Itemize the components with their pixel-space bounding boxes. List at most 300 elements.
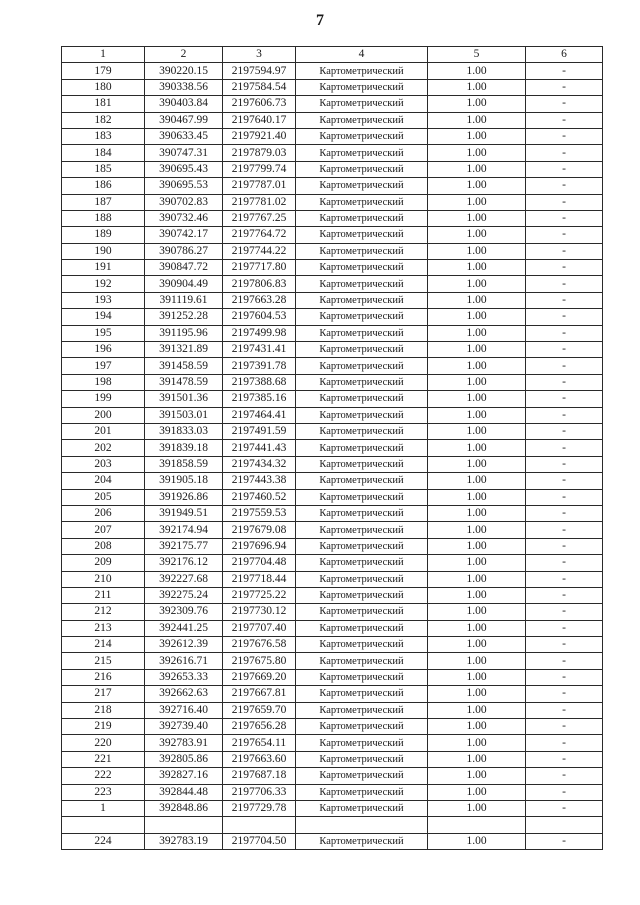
x-coordinate-cell: 391501.36 <box>145 391 223 407</box>
x-coordinate-cell: 392441.25 <box>145 620 223 636</box>
accuracy-cell: 1.00 <box>428 784 526 800</box>
point-number-cell: 217 <box>62 686 145 702</box>
x-coordinate-cell: 392275.24 <box>145 587 223 603</box>
accuracy-cell: 1.00 <box>428 243 526 259</box>
x-coordinate-cell: 391858.59 <box>145 456 223 472</box>
point-number-cell: 213 <box>62 620 145 636</box>
table-row <box>62 325 603 341</box>
table-row <box>62 538 603 554</box>
point-number-cell <box>62 817 145 833</box>
note-cell: - <box>526 800 603 816</box>
point-number-cell: 204 <box>62 473 145 489</box>
accuracy-cell: 1.00 <box>428 227 526 243</box>
table-row <box>62 260 603 276</box>
y-coordinate-cell: 2197388.68 <box>223 374 296 390</box>
method-cell: Картометрический <box>296 768 428 784</box>
y-coordinate-cell: 2197667.81 <box>223 686 296 702</box>
point-number-cell: 183 <box>62 128 145 144</box>
y-coordinate-cell: 2197559.53 <box>223 505 296 521</box>
method-cell: Картометрический <box>296 555 428 571</box>
x-coordinate-cell: 391926.86 <box>145 489 223 505</box>
point-number-cell: 200 <box>62 407 145 423</box>
point-number-cell: 205 <box>62 489 145 505</box>
method-cell: Картометрический <box>296 440 428 456</box>
point-number-cell: 206 <box>62 505 145 521</box>
table-row <box>62 374 603 390</box>
y-coordinate-cell: 2197654.11 <box>223 735 296 751</box>
note-cell: - <box>526 751 603 767</box>
table-row <box>62 800 603 816</box>
point-number-cell: 216 <box>62 669 145 685</box>
y-coordinate-cell: 2197441.43 <box>223 440 296 456</box>
y-coordinate-cell: 2197679.08 <box>223 522 296 538</box>
accuracy-cell: 1.00 <box>428 210 526 226</box>
point-number-cell: 179 <box>62 63 145 79</box>
y-coordinate-cell: 2197921.40 <box>223 128 296 144</box>
note-cell: - <box>526 702 603 718</box>
note-cell: - <box>526 227 603 243</box>
note-cell: - <box>526 243 603 259</box>
point-number-cell: 209 <box>62 555 145 571</box>
y-coordinate-cell: 2197491.59 <box>223 423 296 439</box>
y-coordinate-cell: 2197659.70 <box>223 702 296 718</box>
table-row <box>62 571 603 587</box>
column-header: 2 <box>145 47 223 63</box>
accuracy-cell: 1.00 <box>428 292 526 308</box>
x-coordinate-cell: 392653.33 <box>145 669 223 685</box>
note-cell: - <box>526 407 603 423</box>
method-cell: Картометрический <box>296 423 428 439</box>
method-cell: Картометрический <box>296 325 428 341</box>
note-cell: - <box>526 374 603 390</box>
table-row <box>62 669 603 685</box>
y-coordinate-cell: 2197656.28 <box>223 719 296 735</box>
point-number-cell: 1 <box>62 800 145 816</box>
note-cell: - <box>526 637 603 653</box>
table-row <box>62 440 603 456</box>
accuracy-cell: 1.00 <box>428 358 526 374</box>
accuracy-cell: 1.00 <box>428 194 526 210</box>
note-cell: - <box>526 833 603 849</box>
y-coordinate-cell: 2197744.22 <box>223 243 296 259</box>
table-row <box>62 96 603 112</box>
table-row <box>62 63 603 79</box>
note-cell: - <box>526 96 603 112</box>
y-coordinate-cell: 2197584.54 <box>223 79 296 95</box>
accuracy-cell: 1.00 <box>428 620 526 636</box>
method-cell: Картометрический <box>296 833 428 849</box>
table-row <box>62 637 603 653</box>
point-number-cell: 215 <box>62 653 145 669</box>
y-coordinate-cell: 2197443.38 <box>223 473 296 489</box>
method-cell: Картометрический <box>296 587 428 603</box>
x-coordinate-cell: 390403.84 <box>145 96 223 112</box>
method-cell: Картометрический <box>296 751 428 767</box>
accuracy-cell: 1.00 <box>428 653 526 669</box>
y-coordinate-cell: 2197434.32 <box>223 456 296 472</box>
accuracy-cell: 1.00 <box>428 686 526 702</box>
x-coordinate-cell: 390695.53 <box>145 178 223 194</box>
method-cell: Картометрический <box>296 292 428 308</box>
x-coordinate-cell: 392783.19 <box>145 833 223 849</box>
y-coordinate-cell: 2197879.03 <box>223 145 296 161</box>
method-cell: Картометрический <box>296 63 428 79</box>
point-number-cell: 210 <box>62 571 145 587</box>
method-cell: Картометрический <box>296 669 428 685</box>
accuracy-cell <box>428 817 526 833</box>
method-cell: Картометрический <box>296 342 428 358</box>
table-row <box>62 735 603 751</box>
x-coordinate-cell: 391949.51 <box>145 505 223 521</box>
note-cell: - <box>526 292 603 308</box>
column-header: 4 <box>296 47 428 63</box>
x-coordinate-cell: 392176.12 <box>145 555 223 571</box>
y-coordinate-cell: 2197767.25 <box>223 210 296 226</box>
point-number-cell: 192 <box>62 276 145 292</box>
x-coordinate-cell: 390702.83 <box>145 194 223 210</box>
table-row <box>62 145 603 161</box>
y-coordinate-cell: 2197730.12 <box>223 604 296 620</box>
y-coordinate-cell: 2197460.52 <box>223 489 296 505</box>
x-coordinate-cell: 392783.91 <box>145 735 223 751</box>
note-cell: - <box>526 686 603 702</box>
table-row <box>62 489 603 505</box>
y-coordinate-cell: 2197725.22 <box>223 587 296 603</box>
table-row <box>62 784 603 800</box>
table-row <box>62 751 603 767</box>
table-row <box>62 522 603 538</box>
note-cell: - <box>526 505 603 521</box>
method-cell: Картометрический <box>296 194 428 210</box>
point-number-cell: 212 <box>62 604 145 620</box>
method-cell: Картометрический <box>296 784 428 800</box>
point-number-cell: 208 <box>62 538 145 554</box>
method-cell: Картометрический <box>296 210 428 226</box>
method-cell: Картометрический <box>296 489 428 505</box>
table-row <box>62 161 603 177</box>
accuracy-cell: 1.00 <box>428 79 526 95</box>
table-row <box>62 587 603 603</box>
accuracy-cell: 1.00 <box>428 735 526 751</box>
x-coordinate-cell: 391503.01 <box>145 407 223 423</box>
point-number-cell: 182 <box>62 112 145 128</box>
note-cell: - <box>526 325 603 341</box>
table-row <box>62 79 603 95</box>
table-row <box>62 555 603 571</box>
x-coordinate-cell: 390742.17 <box>145 227 223 243</box>
note-cell: - <box>526 112 603 128</box>
accuracy-cell: 1.00 <box>428 669 526 685</box>
table-row <box>62 194 603 210</box>
method-cell: Картометрический <box>296 604 428 620</box>
point-number-cell: 203 <box>62 456 145 472</box>
point-number-cell: 220 <box>62 735 145 751</box>
note-cell: - <box>526 538 603 554</box>
method-cell: Картометрический <box>296 456 428 472</box>
point-number-cell: 196 <box>62 342 145 358</box>
table-row <box>62 358 603 374</box>
point-number-cell: 218 <box>62 702 145 718</box>
method-cell: Картометрический <box>296 358 428 374</box>
point-number-cell: 193 <box>62 292 145 308</box>
table-row <box>62 719 603 735</box>
x-coordinate-cell: 391119.61 <box>145 292 223 308</box>
note-cell: - <box>526 63 603 79</box>
method-cell: Картометрический <box>296 620 428 636</box>
method-cell: Картометрический <box>296 637 428 653</box>
y-coordinate-cell: 2197704.48 <box>223 555 296 571</box>
method-cell: Картометрический <box>296 243 428 259</box>
method-cell: Картометрический <box>296 178 428 194</box>
point-number-cell: 184 <box>62 145 145 161</box>
method-cell: Картометрический <box>296 79 428 95</box>
point-number-cell: 188 <box>62 210 145 226</box>
method-cell: Картометрический <box>296 571 428 587</box>
note-cell: - <box>526 276 603 292</box>
accuracy-cell: 1.00 <box>428 112 526 128</box>
x-coordinate-cell: 392227.68 <box>145 571 223 587</box>
x-coordinate-cell: 392174.94 <box>145 522 223 538</box>
accuracy-cell: 1.00 <box>428 768 526 784</box>
y-coordinate-cell: 2197663.60 <box>223 751 296 767</box>
note-cell: - <box>526 555 603 571</box>
point-number-cell: 214 <box>62 637 145 653</box>
column-header: 3 <box>223 47 296 63</box>
accuracy-cell: 1.00 <box>428 260 526 276</box>
point-number-cell: 191 <box>62 260 145 276</box>
y-coordinate-cell: 2197781.02 <box>223 194 296 210</box>
y-coordinate-cell: 2197663.28 <box>223 292 296 308</box>
method-cell: Картометрический <box>296 128 428 144</box>
table-row <box>62 768 603 784</box>
point-number-cell: 186 <box>62 178 145 194</box>
note-cell: - <box>526 719 603 735</box>
method-cell: Картометрический <box>296 686 428 702</box>
method-cell: Картометрический <box>296 407 428 423</box>
method-cell: Картометрический <box>296 522 428 538</box>
note-cell: - <box>526 260 603 276</box>
y-coordinate-cell: 2197717.80 <box>223 260 296 276</box>
accuracy-cell: 1.00 <box>428 325 526 341</box>
point-number-cell: 195 <box>62 325 145 341</box>
note-cell: - <box>526 456 603 472</box>
x-coordinate-cell: 390732.46 <box>145 210 223 226</box>
x-coordinate-cell: 391252.28 <box>145 309 223 325</box>
accuracy-cell: 1.00 <box>428 178 526 194</box>
note-cell: - <box>526 653 603 669</box>
table-row <box>62 178 603 194</box>
point-number-cell: 202 <box>62 440 145 456</box>
table-row <box>62 505 603 521</box>
table-row <box>62 227 603 243</box>
page-number: 7 <box>316 12 324 29</box>
x-coordinate-cell: 390904.49 <box>145 276 223 292</box>
y-coordinate-cell: 2197718.44 <box>223 571 296 587</box>
table-row <box>62 817 603 833</box>
table-header-row <box>62 47 603 63</box>
y-coordinate-cell: 2197687.18 <box>223 768 296 784</box>
x-coordinate-cell: 390220.15 <box>145 63 223 79</box>
note-cell <box>526 817 603 833</box>
y-coordinate-cell: 2197799.74 <box>223 161 296 177</box>
accuracy-cell: 1.00 <box>428 571 526 587</box>
x-coordinate-cell: 392844.48 <box>145 784 223 800</box>
x-coordinate-cell: 390467.99 <box>145 112 223 128</box>
point-number-cell: 201 <box>62 423 145 439</box>
table-row <box>62 833 603 849</box>
column-header: 6 <box>526 47 603 63</box>
accuracy-cell: 1.00 <box>428 702 526 718</box>
table-row <box>62 276 603 292</box>
table-row <box>62 456 603 472</box>
y-coordinate-cell: 2197669.20 <box>223 669 296 685</box>
y-coordinate-cell: 2197787.01 <box>223 178 296 194</box>
method-cell: Картометрический <box>296 276 428 292</box>
point-number-cell: 223 <box>62 784 145 800</box>
x-coordinate-cell: 392616.71 <box>145 653 223 669</box>
note-cell: - <box>526 735 603 751</box>
note-cell: - <box>526 587 603 603</box>
x-coordinate-cell: 391195.96 <box>145 325 223 341</box>
x-coordinate-cell: 392175.77 <box>145 538 223 554</box>
note-cell: - <box>526 571 603 587</box>
x-coordinate-cell: 391458.59 <box>145 358 223 374</box>
accuracy-cell: 1.00 <box>428 473 526 489</box>
y-coordinate-cell: 2197806.83 <box>223 276 296 292</box>
note-cell: - <box>526 669 603 685</box>
x-coordinate-cell: 392716.40 <box>145 702 223 718</box>
accuracy-cell: 1.00 <box>428 555 526 571</box>
note-cell: - <box>526 79 603 95</box>
method-cell: Картометрический <box>296 719 428 735</box>
y-coordinate-cell: 2197464.41 <box>223 407 296 423</box>
method-cell: Картометрический <box>296 800 428 816</box>
y-coordinate-cell: 2197704.50 <box>223 833 296 849</box>
method-cell: Картометрический <box>296 374 428 390</box>
point-number-cell: 197 <box>62 358 145 374</box>
x-coordinate-cell <box>145 817 223 833</box>
x-coordinate-cell: 390695.43 <box>145 161 223 177</box>
note-cell: - <box>526 423 603 439</box>
table-row <box>62 292 603 308</box>
accuracy-cell: 1.00 <box>428 391 526 407</box>
x-coordinate-cell: 391321.89 <box>145 342 223 358</box>
y-coordinate-cell: 2197764.72 <box>223 227 296 243</box>
point-number-cell: 180 <box>62 79 145 95</box>
y-coordinate-cell: 2197640.17 <box>223 112 296 128</box>
accuracy-cell: 1.00 <box>428 604 526 620</box>
accuracy-cell: 1.00 <box>428 128 526 144</box>
table-row <box>62 653 603 669</box>
y-coordinate-cell: 2197675.80 <box>223 653 296 669</box>
note-cell: - <box>526 145 603 161</box>
y-coordinate-cell: 2197385.16 <box>223 391 296 407</box>
accuracy-cell: 1.00 <box>428 719 526 735</box>
point-number-cell: 189 <box>62 227 145 243</box>
table-row <box>62 342 603 358</box>
point-number-cell: 198 <box>62 374 145 390</box>
accuracy-cell: 1.00 <box>428 456 526 472</box>
point-number-cell: 211 <box>62 587 145 603</box>
accuracy-cell: 1.00 <box>428 374 526 390</box>
y-coordinate-cell <box>223 817 296 833</box>
table-row <box>62 702 603 718</box>
table-row <box>62 473 603 489</box>
table-row <box>62 128 603 144</box>
note-cell: - <box>526 128 603 144</box>
point-number-cell: 194 <box>62 309 145 325</box>
table-row <box>62 604 603 620</box>
coordinates-table <box>61 46 603 850</box>
point-number-cell: 185 <box>62 161 145 177</box>
x-coordinate-cell: 392739.40 <box>145 719 223 735</box>
table-row <box>62 423 603 439</box>
x-coordinate-cell: 390338.56 <box>145 79 223 95</box>
y-coordinate-cell: 2197676.58 <box>223 637 296 653</box>
note-cell: - <box>526 768 603 784</box>
x-coordinate-cell: 391905.18 <box>145 473 223 489</box>
note-cell: - <box>526 620 603 636</box>
accuracy-cell: 1.00 <box>428 538 526 554</box>
note-cell: - <box>526 342 603 358</box>
point-number-cell: 181 <box>62 96 145 112</box>
y-coordinate-cell: 2197594.97 <box>223 63 296 79</box>
accuracy-cell: 1.00 <box>428 522 526 538</box>
accuracy-cell: 1.00 <box>428 505 526 521</box>
table-row <box>62 243 603 259</box>
accuracy-cell: 1.00 <box>428 407 526 423</box>
method-cell: Картометрический <box>296 227 428 243</box>
note-cell: - <box>526 178 603 194</box>
accuracy-cell: 1.00 <box>428 637 526 653</box>
accuracy-cell: 1.00 <box>428 423 526 439</box>
point-number-cell: 224 <box>62 833 145 849</box>
note-cell: - <box>526 194 603 210</box>
x-coordinate-cell: 392827.16 <box>145 768 223 784</box>
point-number-cell: 221 <box>62 751 145 767</box>
method-cell: Картометрический <box>296 309 428 325</box>
column-header: 1 <box>62 47 145 63</box>
column-header: 5 <box>428 47 526 63</box>
note-cell: - <box>526 522 603 538</box>
table-row <box>62 391 603 407</box>
note-cell: - <box>526 358 603 374</box>
y-coordinate-cell: 2197696.94 <box>223 538 296 554</box>
y-coordinate-cell: 2197706.33 <box>223 784 296 800</box>
method-cell: Картометрический <box>296 161 428 177</box>
x-coordinate-cell: 392805.86 <box>145 751 223 767</box>
x-coordinate-cell: 392309.76 <box>145 604 223 620</box>
method-cell <box>296 817 428 833</box>
accuracy-cell: 1.00 <box>428 63 526 79</box>
accuracy-cell: 1.00 <box>428 161 526 177</box>
accuracy-cell: 1.00 <box>428 587 526 603</box>
y-coordinate-cell: 2197707.40 <box>223 620 296 636</box>
x-coordinate-cell: 390633.45 <box>145 128 223 144</box>
method-cell: Картометрический <box>296 112 428 128</box>
note-cell: - <box>526 210 603 226</box>
accuracy-cell: 1.00 <box>428 489 526 505</box>
y-coordinate-cell: 2197604.53 <box>223 309 296 325</box>
point-number-cell: 207 <box>62 522 145 538</box>
accuracy-cell: 1.00 <box>428 145 526 161</box>
method-cell: Картометрический <box>296 653 428 669</box>
accuracy-cell: 1.00 <box>428 309 526 325</box>
point-number-cell: 222 <box>62 768 145 784</box>
x-coordinate-cell: 392612.39 <box>145 637 223 653</box>
point-number-cell: 219 <box>62 719 145 735</box>
x-coordinate-cell: 390847.72 <box>145 260 223 276</box>
